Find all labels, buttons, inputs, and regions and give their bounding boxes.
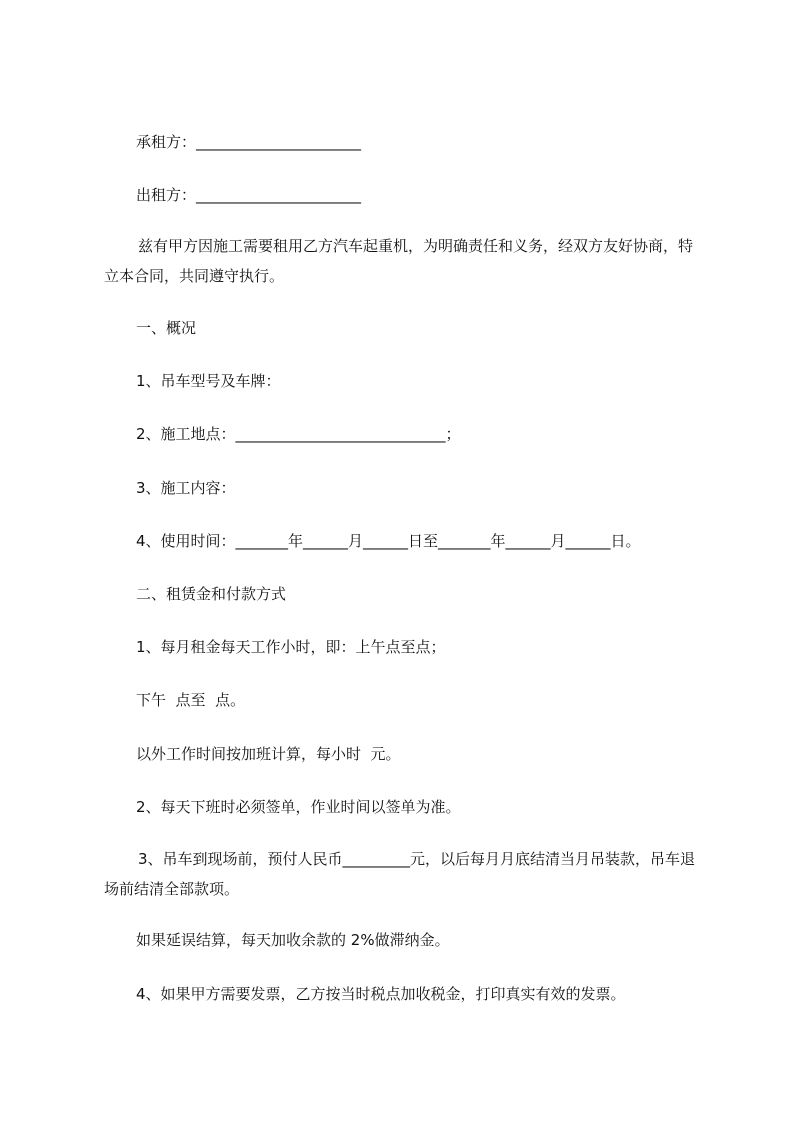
sign-off-line: 2、每天下班时必须签单，作业时间以签单为准。 <box>136 798 461 816</box>
work-content-line: 3、施工内容： <box>136 479 236 497</box>
section2-heading: 二、租赁金和付款方式 <box>136 585 287 603</box>
section1-heading: 一、概况 <box>136 319 197 337</box>
crane-model-line: 1、吊车型号及车牌： <box>136 372 281 390</box>
lessor-line: 出租方：______________________ <box>136 186 362 204</box>
overtime-line: 以外工作时间按加班计算，每小时 元。 <box>136 745 401 763</box>
afternoon-hours-line: 下午 点至 点。 <box>136 691 246 709</box>
rent-hours-line: 1、每月租金每天工作小时，即：上午点至点； <box>136 638 446 656</box>
usage-period-line: 4、使用时间：_______年______月______日至_______年______月______日。 <box>136 532 641 550</box>
intro-paragraph: 兹有甲方因施工需要租用乙方汽车起重机，为明确责任和义务，经双方友好协商，特立本合同，共同遵守执行。 <box>104 237 694 285</box>
late-fee-line: 如果延误结算，每天加收余款的 2%做滞纳金。 <box>136 931 450 949</box>
invoice-line: 4、如果甲方需要发票，乙方按当时税点加收税金，打印真实有效的发票。 <box>136 985 626 1003</box>
site-location-line: 2、施工地点：____________________________； <box>136 425 461 443</box>
prepayment-paragraph: 3、吊车到现场前，预付人民币_________元，以后每月月底结清当月吊装款，吊车退场前结清全部款项。 <box>104 850 696 898</box>
lessee-line: 承租方：______________________ <box>136 133 362 151</box>
